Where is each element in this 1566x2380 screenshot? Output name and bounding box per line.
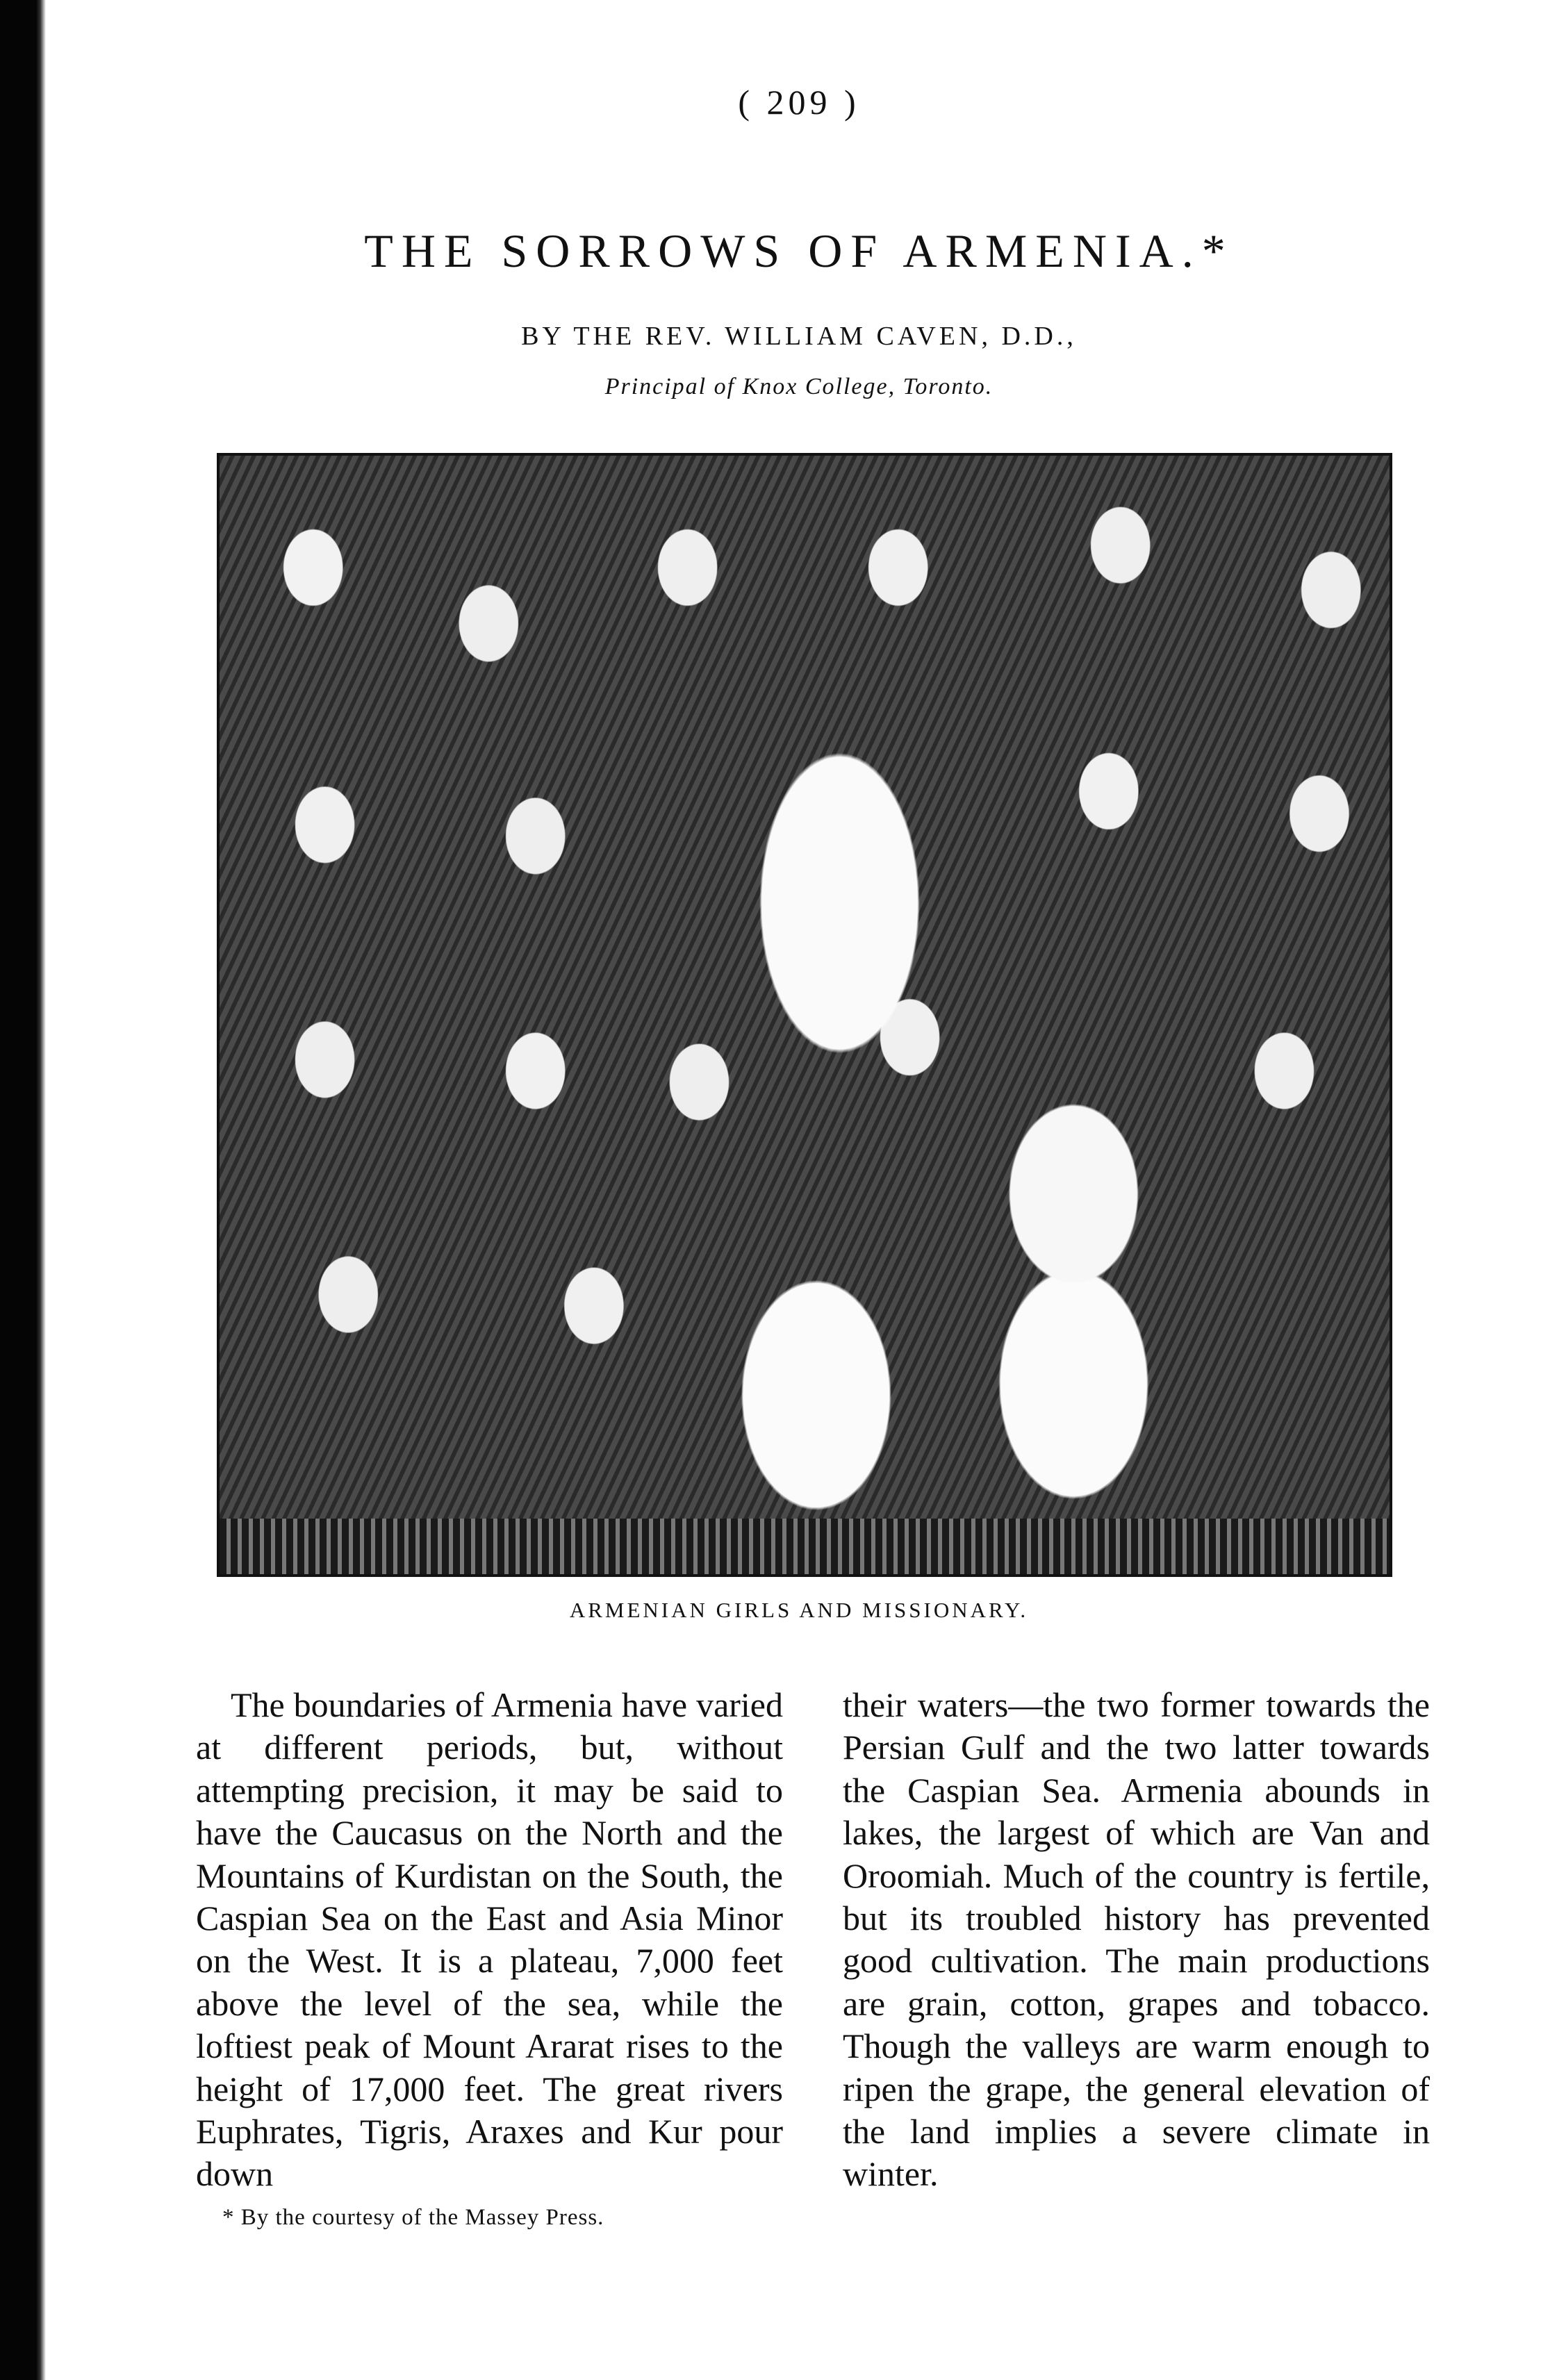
photo-rug bbox=[220, 1519, 1390, 1574]
page-number: ( 209 ) bbox=[738, 83, 860, 122]
body-paragraph-right: their waters—the two former towards the Persian Gulf and the two latter towards the Caspian Sea. Armenia abounds in lakes, the largest of which are Van and Oroomiah. Much of the country is fertile, but its troubled history has prevented good cultivation. The main productions are grain, cotton, grapes and tobacco. Though the valleys are warm enough to ripen the grape, the general elevation of the land implies a severe climate in winter. bbox=[843, 1685, 1430, 2194]
body-column-left bbox=[196, 1684, 783, 2196]
author-byline: BY THE REV. WILLIAM CAVEN, D.D., bbox=[521, 322, 1077, 351]
footnote: * By the courtesy of the Massey Press. bbox=[222, 2205, 604, 2230]
article-title: THE SORROWS OF ARMENIA.* bbox=[364, 224, 1234, 277]
page-edge-shadow bbox=[0, 0, 46, 2380]
figure-caption: ARMENIAN GIRLS AND MISSIONARY. bbox=[569, 1598, 1029, 1622]
body-paragraph-left: The boundaries of Armenia have varied at different periods, but, without attempting precision, it may be said to have the Caucasus on the North and the Mountains of Kurdistan on the South, the Caspian Sea on the East and Asia Minor on the West. It is a plateau, 7,000 feet above the level of the sea, while the loftiest peak of Mount Ararat rises to the height of 17,000 feet. The great rivers Euphrates, Tigris, Araxes and Kur pour down bbox=[196, 1685, 783, 2194]
author-affiliation: Principal of Knox College, Toronto. bbox=[604, 374, 994, 399]
body-column-right bbox=[843, 1684, 1430, 2196]
group-photograph bbox=[217, 453, 1392, 1577]
